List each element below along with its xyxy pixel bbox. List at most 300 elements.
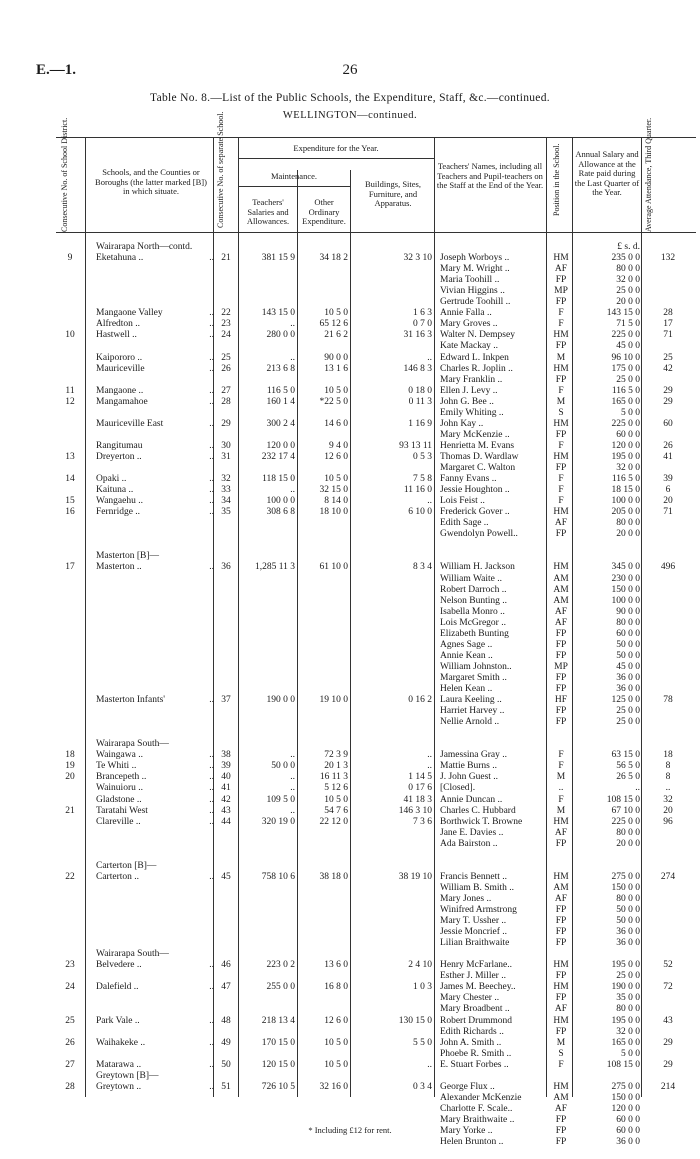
school-no: 23 [221,319,231,330]
district-no: 19 [65,761,75,772]
attendance: 8 [665,761,671,772]
position: AF [554,1103,568,1114]
annual-salary: 225 0 0 [611,330,640,341]
teacher-name: Agnes Sage .. [440,639,493,650]
annual-salary: 80 0 0 [616,827,640,838]
teacher-name: Laura Keeling .. [440,695,502,706]
position: FP [555,374,567,385]
school-no: 29 [221,418,231,429]
table-row [0,1082,700,1093]
position: FP [555,706,567,717]
teacher-name: Ellen J. Levy .. [440,385,498,396]
table-row [0,772,700,783]
table-row [0,1104,700,1115]
school-no: 32 [221,474,231,485]
school-name: Greytown .. [96,1081,142,1092]
annual-salary: 80 0 0 [616,1004,640,1015]
district-no: 27 [65,1059,75,1070]
teacher-name: [Closed]. [440,783,476,794]
position: AF [554,264,568,275]
salaries: 50 0 0 [271,761,295,772]
school-name: Belvedere .. [96,960,142,971]
annual-salary: 150 0 0 [611,1092,640,1103]
position: HM [553,330,569,341]
school-no: 28 [221,396,231,407]
school-no: 38 [221,750,231,761]
school-no: 22 [221,308,231,319]
leader-dots: .. [209,982,214,993]
district-no: 18 [65,750,75,761]
position: F [558,1059,564,1070]
table-row [0,839,700,850]
leader-dots: .. [209,816,214,827]
other-expenditure: 22 12 0 [319,816,348,827]
other-expenditure: 19 10 0 [319,695,348,706]
table-row [0,960,700,971]
position: F [558,385,564,396]
school-name: Wairarapa South— [96,949,169,960]
position: FP [555,684,567,694]
annual-salary: 143 15 0 [606,308,640,319]
attendance: 32 [663,794,673,805]
other-expenditure: 9 4 0 [329,440,348,451]
salaries: .. [290,485,295,496]
table-row [0,662,700,673]
other-expenditure: 32 15 0 [319,485,348,496]
annual-salary: 190 0 0 [611,982,640,993]
school-no: 44 [221,816,231,827]
buildings: 1 16 9 [408,418,432,429]
salaries: 1,285 11 3 [254,562,295,573]
salaries: .. [290,783,295,794]
salaries: 381 15 9 [261,253,295,264]
table-row [0,430,700,441]
leader-dots: .. [209,308,214,319]
teacher-name: Mary Franklin .. [440,374,503,385]
district-no: 22 [65,871,75,882]
position: FP [555,628,567,639]
attendance: 39 [663,474,673,485]
position: HM [553,507,569,518]
school-no: 25 [221,352,231,363]
salaries: 218 13 4 [261,1015,295,1026]
table-row [0,562,700,573]
teacher-name: Winifred Armstrong [440,905,517,915]
annual-salary: 195 0 0 [611,960,640,971]
district-no: 13 [65,451,75,462]
school-no: 50 [221,1059,231,1070]
attendance: 17 [663,319,673,330]
buildings: 0 11 3 [408,396,432,407]
school-name: Gladstone .. [96,794,142,805]
table-row [0,353,700,364]
salaries: 160 1 4 [266,396,295,407]
annual-salary: 18 15 0 [611,485,640,496]
school-no: 27 [221,385,231,396]
attendance: 41 [663,451,673,462]
annual-salary: 108 15 0 [606,1059,640,1070]
annual-salary: 36 0 0 [616,1137,640,1148]
teacher-name: Jamessina Gray .. [440,750,508,761]
teacher-name: Maria Toohill .. [440,275,500,286]
teacher-name: E. Stuart Forbes .. [440,1059,509,1070]
table-row [0,806,700,817]
position: FP [555,429,567,440]
attendance: 25 [663,352,673,363]
position: FP [555,341,567,352]
position: AF [554,518,568,529]
annual-salary: 50 0 0 [616,916,640,927]
position: HM [553,871,569,882]
position: AM [553,882,569,893]
table-row [0,518,700,529]
table-row [0,761,700,772]
leader-dots: .. [209,440,214,451]
school-no: 35 [221,507,231,518]
table-row [0,640,700,651]
header-position: Position in the School. [552,143,561,216]
teacher-name: Ada Bairston .. [440,838,498,849]
salaries: 120 0 0 [266,440,295,451]
school-name: Matarawa .. [96,1059,142,1070]
attendance: 60 [663,418,673,429]
teacher-name: John A. Smith .. [440,1037,502,1048]
table-row [0,861,700,872]
teacher-name: Walter N. Dempsey [440,330,515,341]
annual-salary: 45 0 0 [616,661,640,672]
annual-salary: 25 0 0 [616,374,640,385]
teacher-name: Nellie Arnold .. [440,717,500,728]
position: AF [554,617,568,628]
buildings: 32 3 10 [403,253,432,264]
table-row [0,319,700,330]
position: AM [553,573,569,584]
position: HM [553,816,569,827]
buildings: 38 19 10 [398,871,432,882]
position: FP [555,463,567,473]
annual-salary: 35 0 0 [616,993,640,1004]
other-expenditure: 21 6 2 [324,330,348,341]
leader-dots: .. [209,507,214,518]
leader-dots: .. [209,562,214,573]
leader-dots: .. [209,385,214,396]
table-row [0,883,700,894]
attendance: 26 [663,440,673,451]
position: .. [558,783,564,794]
annual-salary: 5 0 0 [621,407,640,418]
position: HM [553,960,569,971]
buildings: 130 15 0 [398,1015,432,1026]
other-expenditure: 61 10 0 [319,562,348,573]
table-row [0,297,700,308]
teacher-name: Henrietta M. Evans [440,440,515,451]
teacher-name: Charles C. Hubbard [440,805,516,816]
teacher-name: Edith Richards .. [440,1026,504,1037]
leader-dots: .. [209,485,214,496]
teacher-name: Robert Darroch .. [440,584,507,595]
buildings: 7 3 6 [413,816,432,827]
table-row [0,585,700,596]
annual-salary: 63 15 0 [611,750,640,761]
leader-dots: .. [209,418,214,429]
teacher-name: Mary Jones .. [440,893,492,904]
leader-dots: .. [209,319,214,330]
annual-salary: 80 0 0 [616,264,640,275]
school-no: 34 [221,496,231,507]
other-expenditure: 32 16 0 [319,1081,348,1092]
district-no: 12 [65,396,75,407]
district-no: 11 [65,385,75,396]
table-title: Table No. 8.—List of the Public Schools, the Expenditure, Staff, &c.—continued. [150,92,550,104]
annual-salary: 50 0 0 [616,639,640,650]
other-expenditure: 13 6 0 [324,960,348,971]
teacher-name: Fanny Evans .. [440,474,497,485]
leader-dots: .. [209,451,214,462]
school-no: 21 [221,253,231,264]
annual-salary: 50 0 0 [616,905,640,915]
attendance: 496 [660,562,676,573]
attendance: 29 [663,1059,673,1070]
position: HM [553,418,569,429]
position: F [558,750,564,761]
teacher-name: William B. Smith .. [440,882,515,893]
school-name: Alfredton .. [96,319,141,330]
table-row [0,242,700,253]
position: FP [555,717,567,728]
position: AF [554,827,568,838]
header-district: Consecutive No. of School District. [60,117,69,232]
teacher-name: Frederick Gover .. [440,507,510,518]
teacher-name: Francis Bennett .. [440,871,508,882]
leader-dots: .. [209,396,214,407]
leader-dots: .. [209,1015,214,1026]
table-row [0,1093,700,1104]
teacher-name: Helen Brunton .. [440,1137,504,1148]
teacher-name: Emily Whiting .. [440,407,504,418]
annual-salary: 108 15 0 [606,794,640,805]
annual-salary: 67 10 0 [611,805,640,816]
table-row [0,330,700,341]
annual-salary: 120 0 0 [611,440,640,451]
annual-salary: 100 0 0 [611,595,640,606]
annual-salary: 20 0 0 [616,297,640,308]
table-row [0,629,700,640]
position: MP [554,286,568,297]
attendance: 29 [663,385,673,396]
salaries: 143 15 0 [261,308,295,319]
salaries: 726 10 5 [261,1081,295,1092]
school-name: Mangamahoe [96,396,148,407]
salaries: 232 17 4 [261,451,295,462]
attendance: 20 [663,496,673,507]
position: FP [555,275,567,286]
position: F [558,761,564,772]
annual-salary: .. [635,783,640,794]
annual-salary: 25 0 0 [616,706,640,717]
table-row [0,982,700,993]
school-name: Dalefield .. [96,982,139,993]
position: FP [555,1137,567,1148]
position: F [558,485,564,496]
district-no: 17 [65,562,75,573]
table-row [0,596,700,607]
attendance: 72 [663,982,673,993]
attendance: 29 [663,1037,673,1048]
position: FP [555,1114,567,1125]
school-name: Wainuioru .. [96,783,143,794]
salaries: 320 19 0 [261,816,295,827]
table-row [0,684,700,695]
header-teachers: Teachers' Names, including all Teachers and Pupil-teachers on the Staff at the End of the Year. [436,161,544,190]
table-row [0,717,700,728]
table-row [0,927,700,938]
teacher-name: Kate Mackay .. [440,341,499,352]
table-row [0,993,700,1004]
annual-salary: 150 0 0 [611,882,640,893]
district-no: 25 [65,1015,75,1026]
buildings: 0 16 2 [408,695,432,706]
buildings: 11 16 0 [403,485,432,496]
table-row [0,264,700,275]
teacher-name: Henry McFarlane.. [440,960,513,971]
position: FP [555,993,567,1004]
table-row [0,529,700,540]
district-no: 26 [65,1037,75,1048]
table-row [0,783,700,794]
annual-salary: £ s. d. [617,242,640,252]
header-maintenance: Maintenance. [270,171,318,181]
school-name: Clareville .. [96,816,141,827]
table-row [0,364,700,375]
school-name: Mangaone .. [96,385,144,396]
header-top-rule [56,137,696,138]
school-no: 46 [221,960,231,971]
position: HM [553,363,569,374]
attendance: 274 [660,871,676,882]
other-expenditure: 65 12 6 [319,319,348,330]
annual-salary: 225 0 0 [611,816,640,827]
other-expenditure: 10 5 0 [324,308,348,319]
salaries: 120 15 0 [261,1059,295,1070]
table-row [0,750,700,761]
buildings: .. [427,352,432,363]
table-row [0,1060,700,1071]
header-expenditure: Expenditure for the Year. [293,143,379,153]
school-name: Masterton .. [96,562,142,573]
position: FP [555,672,567,683]
table-row [0,938,700,949]
school-name: Wangaehu .. [96,496,143,507]
position: AM [553,584,569,595]
salaries: 118 15 0 [262,474,295,485]
other-expenditure: 34 18 2 [319,253,348,264]
annual-salary: 36 0 0 [616,684,640,694]
school-name: Rangitumau [96,440,143,451]
teacher-name: Robert Drummond [440,1015,513,1026]
other-expenditure: 10 5 0 [324,1059,348,1070]
other-expenditure: 10 5 0 [324,385,348,396]
annual-salary: 345 0 0 [611,562,640,573]
other-expenditure: 20 1 3 [324,761,348,772]
teacher-name: Lilian Braithwaite [440,938,510,949]
salaries: 223 0 2 [266,960,295,971]
annual-salary: 25 0 0 [616,717,640,728]
annual-salary: 205 0 0 [611,507,640,518]
position: AM [553,1092,569,1103]
position: HM [553,1015,569,1026]
header-salaries: Teachers' Salaries and Allowances. [246,197,290,226]
school-name: Opaki .. [96,474,127,485]
buildings: 146 3 10 [398,805,432,816]
header-bottom-rule [56,232,696,233]
other-expenditure: 38 18 0 [319,871,348,882]
leader-dots: .. [209,750,214,761]
annual-salary: 32 0 0 [616,1026,640,1037]
teacher-name: William H. Jackson [440,562,515,573]
teacher-name: Thomas D. Wardlaw [440,451,519,462]
buildings: .. [427,761,432,772]
table-row [0,1016,700,1027]
buildings: 41 18 3 [403,794,432,805]
annual-salary: 150 0 0 [611,584,640,595]
annual-salary: 71 5 0 [616,319,640,330]
position: FP [555,971,567,982]
school-name: Greytown [B]— [96,1070,159,1081]
district-no: 15 [65,496,75,507]
salaries: .. [290,352,295,363]
annual-salary: 45 0 0 [616,341,640,352]
table-row [0,507,700,518]
buildings: 1 6 3 [413,308,432,319]
attendance: 71 [663,507,673,518]
buildings: 0 5 3 [413,451,432,462]
leader-dots: .. [209,871,214,882]
position: M [556,805,566,816]
table-row [0,397,700,408]
school-no: 33 [221,485,231,496]
table-row [0,739,700,750]
annual-salary: 275 0 0 [611,1081,640,1092]
position: FP [555,1026,567,1037]
leader-dots: .. [209,1081,214,1092]
school-name: Hastwell .. [96,330,137,341]
position: FP [555,650,567,661]
leader-dots: .. [209,794,214,805]
other-expenditure: 18 10 0 [319,507,348,518]
annual-salary: 125 0 0 [611,695,640,706]
teacher-name: Jane E. Davies .. [440,827,504,838]
attendance: 42 [663,363,673,374]
attendance: .. [665,783,671,794]
school-no: 39 [221,761,231,772]
table-row [0,408,700,419]
annual-salary: 225 0 0 [611,418,640,429]
salaries: 213 6 8 [266,363,295,374]
school-name: Park Vale .. [96,1015,140,1026]
table-row [0,916,700,927]
attendance: 28 [663,308,673,319]
leader-dots: .. [209,772,214,783]
teacher-name: Mary Broadbent .. [440,1004,510,1015]
district-no: 24 [65,982,75,993]
salaries: .. [290,772,295,783]
header-annual: Annual Salary and Allowance at the Rate paid during the Last Quarter of the Year. [574,149,640,197]
leader-dots: .. [209,363,214,374]
position: FP [555,1126,567,1136]
other-expenditure: 10 5 0 [324,794,348,805]
position: F [558,319,564,330]
annual-salary: 56 5 0 [616,761,640,772]
